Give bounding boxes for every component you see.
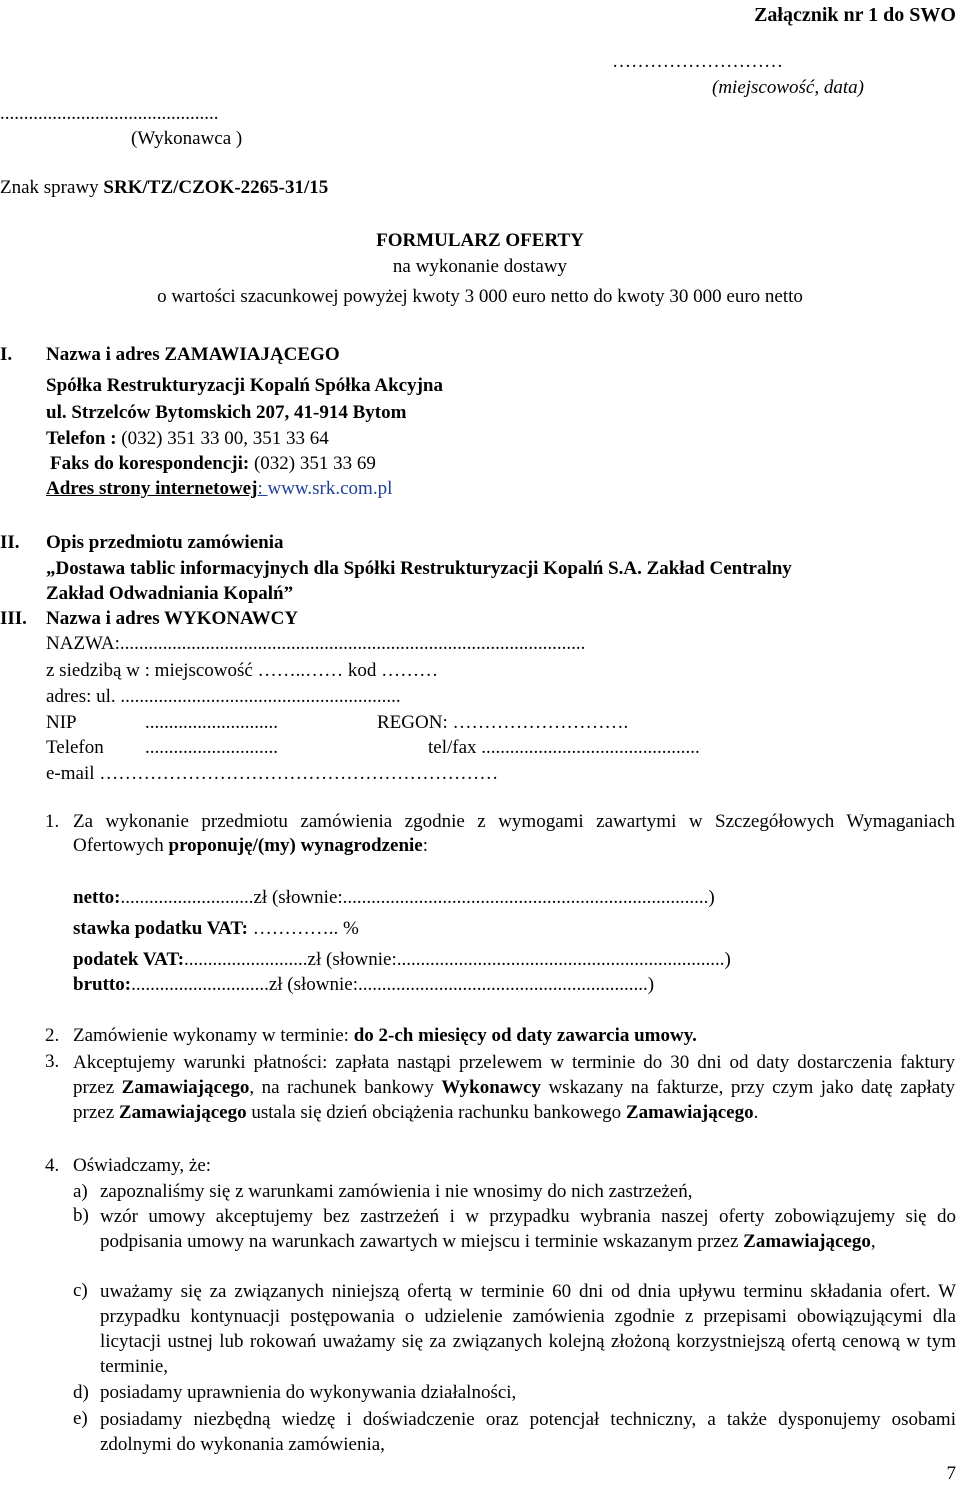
buyer-website: [46, 477, 392, 501]
point-1-number: 1.: [45, 811, 60, 832]
item-b-body: wzór umowy akceptujemy bez zastrzeżeń i w przypadku wybrania naszej oferty zobowiązujemy się do podpisania umowy na warunkach zawartych w miejscu i terminie wskazanym przez: [100, 1206, 956, 1252]
item-c-letter: c): [73, 1280, 88, 1301]
contractor-seat-field[interactable]: z siedzibą w : miejscowość ……..…… kod ………: [46, 660, 439, 681]
point-1-text: [73, 810, 955, 858]
item-e-letter: e): [73, 1408, 88, 1429]
contractor-phone-label: Telefon: [46, 737, 104, 758]
date-placeholder-dots: ………………………: [612, 51, 783, 72]
point-2-text: [73, 1024, 955, 1048]
contractor-nip-field[interactable]: ............................: [145, 712, 278, 733]
contractor-placeholder-label: (Wykonawca ): [131, 128, 243, 149]
section-1-heading: Nazwa i adres ZAMAWIAJĄCEGO: [46, 344, 340, 365]
point-4-heading: Oświadczamy, że:: [73, 1155, 212, 1176]
point-3-part-1: Akceptujemy warunki płatności: zapłata nastąpi przelewem w terminie do 30 dni od daty dostarczenia faktury przez: [73, 1052, 955, 1098]
contractor-email-field[interactable]: e-mail ………………………………………………………: [46, 763, 499, 784]
form-subtitle-2: o wartości szacunkowej powyżej kwoty 3 000 euro netto do kwoty 30 000 euro netto: [157, 286, 803, 307]
form-subtitle-1: na wykonanie dostawy: [392, 256, 568, 277]
buyer-fax-label: Faks do korespondencji:: [50, 453, 250, 474]
buyer-website-label: Adres strony internetowej: [46, 478, 258, 499]
netto-label: netto:: [73, 887, 121, 908]
point-2-number: 2.: [45, 1025, 60, 1046]
buyer-phone-label: Telefon :: [46, 428, 117, 449]
date-placeholder-label: (miejscowość, data): [712, 77, 864, 98]
case-number: SRK/TZ/CZOK-2265-31/15: [103, 177, 329, 198]
contractor-address-field[interactable]: adres: ul. ...........................................................: [46, 686, 401, 707]
vat-line[interactable]: [73, 948, 731, 972]
case-prefix: Znak sprawy: [0, 177, 104, 198]
vat-rate-label: stawka podatku VAT:: [73, 918, 248, 939]
item-a-text: zapoznaliśmy się z warunkami zamówienia i nie wnosimy do nich zastrzeżeń,: [100, 1181, 693, 1202]
item-b-bold: Zamawiającego: [743, 1231, 871, 1252]
order-subject-line-1: „Dostawa tablic informacyjnych dla Spółki Restrukturyzacji Kopalń S.A. Zakład Centralny: [46, 558, 792, 579]
section-2-number: II.: [0, 532, 20, 553]
item-c-text: uważamy się za związanych niniejszą ofertą w terminie 60 dni od dnia upływu terminu składania ofert. W przypadku kontynuacji postępowania o udzielenie zamówienia zgodnie z przepisami obowiązującymi dla licytacji ustnej lub rokowań uważamy się za związanych kolejną złożoną korzystniejszą ofertą cenową w tym terminie,: [100, 1281, 956, 1377]
contractor-fax-field[interactable]: tel/fax ..............................................: [428, 737, 700, 758]
point-3-part-3: wskazany na fakturze, przy czym jako datę zapłaty przez: [73, 1077, 955, 1123]
item-e-text: posiadamy niezbędną wiedzę i doświadczenie oraz potencjał techniczny, a także dysponujemy osobami zdolnymi do wykonania zamówienia,: [100, 1409, 956, 1455]
contractor-nip-label: NIP: [46, 712, 77, 733]
point-3-bold-1: Zamawiającego: [121, 1077, 250, 1098]
vat-rate-line[interactable]: [73, 917, 359, 941]
order-subject-line-2: Zakład Odwadniania Kopalń”: [46, 583, 294, 604]
contractor-phone-field[interactable]: ............................: [145, 737, 278, 758]
section-3-number: III.: [0, 608, 27, 629]
brutto-label: brutto:: [73, 974, 132, 995]
attachment-label: Załącznik nr 1 do SWO: [754, 4, 956, 26]
point-3-bold-2: Wykonawcy: [441, 1077, 541, 1098]
contractor-regon-field[interactable]: REGON: ……………………….: [377, 712, 629, 733]
point-3-bold-3: Zamawiającego: [118, 1102, 247, 1123]
point-3-part-5: .: [753, 1102, 759, 1123]
section-3-heading: Nazwa i adres WYKONAWCY: [46, 608, 299, 629]
buyer-phone: [46, 427, 329, 451]
item-d-letter: d): [73, 1382, 89, 1403]
point-1-body: Za wykonanie przedmiotu zamówienia zgodnie z wymogami zawartymi w Szczegółowych Wymaganiach Ofertowych: [73, 811, 955, 856]
brutto-field: .............................zł (słownie:.............................................................): [131, 974, 655, 995]
section-2-heading: Opis przedmiotu zamówienia: [46, 532, 284, 553]
point-3-bold-4: Zamawiającego: [625, 1102, 754, 1123]
buyer-fax: [50, 452, 376, 476]
buyer-website-sep: :: [257, 478, 268, 499]
point-1-bold: proponuję/(my) wynagrodzenie: [168, 834, 423, 856]
form-title: FORMULARZ OFERTY: [376, 230, 584, 251]
point-4-number: 4.: [45, 1155, 60, 1176]
brutto-line[interactable]: [73, 973, 654, 997]
buyer-address: ul. Strzelców Bytomskich 207, 41-914 Bytom: [46, 402, 407, 423]
point-3-part-2: , na rachunek bankowy: [249, 1077, 442, 1098]
contractor-name-field[interactable]: NAZWA:..................................................................................................: [46, 633, 586, 654]
buyer-phone-value: (032) 351 33 00, 351 33 64: [116, 428, 329, 449]
contractor-placeholder-dots: ..............................................: [0, 103, 219, 124]
point-3-text: [73, 1050, 955, 1125]
netto-field: ............................zł (słownie:.............................................................................): [120, 887, 715, 908]
buyer-website-link[interactable]: www.srk.com.pl: [267, 478, 393, 499]
point-3-number: 3.: [45, 1051, 60, 1072]
buyer-company-name: Spółka Restrukturyzacji Kopalń Spółka Akcyjna: [46, 375, 443, 396]
page-number: 7: [946, 1463, 956, 1484]
section-1-number: I.: [0, 344, 13, 365]
buyer-fax-value: (032) 351 33 69: [249, 453, 376, 474]
item-a-letter: a): [73, 1181, 88, 1202]
vat-field: ..........................zł (słownie:.....................................................................): [184, 949, 731, 970]
vat-label: podatek VAT:: [73, 949, 185, 970]
item-b-tail: ,: [870, 1231, 876, 1252]
point-1-tail: :: [422, 834, 428, 856]
point-2-body: Zamówienie wykonamy w terminie:: [73, 1025, 354, 1046]
case-number-line: [0, 176, 328, 200]
item-d-text: posiadamy uprawnienia do wykonywania działalności,: [100, 1382, 517, 1403]
point-2-bold: do 2-ch miesięcy od daty zawarcia umowy.: [353, 1025, 697, 1046]
item-b-text: [100, 1204, 956, 1254]
point-3-part-4: ustala się dzień obciążenia rachunku bankowego: [246, 1102, 626, 1123]
netto-line[interactable]: [73, 886, 715, 910]
vat-rate-field: ………….. %: [247, 918, 359, 939]
item-b-letter: b): [73, 1205, 89, 1226]
